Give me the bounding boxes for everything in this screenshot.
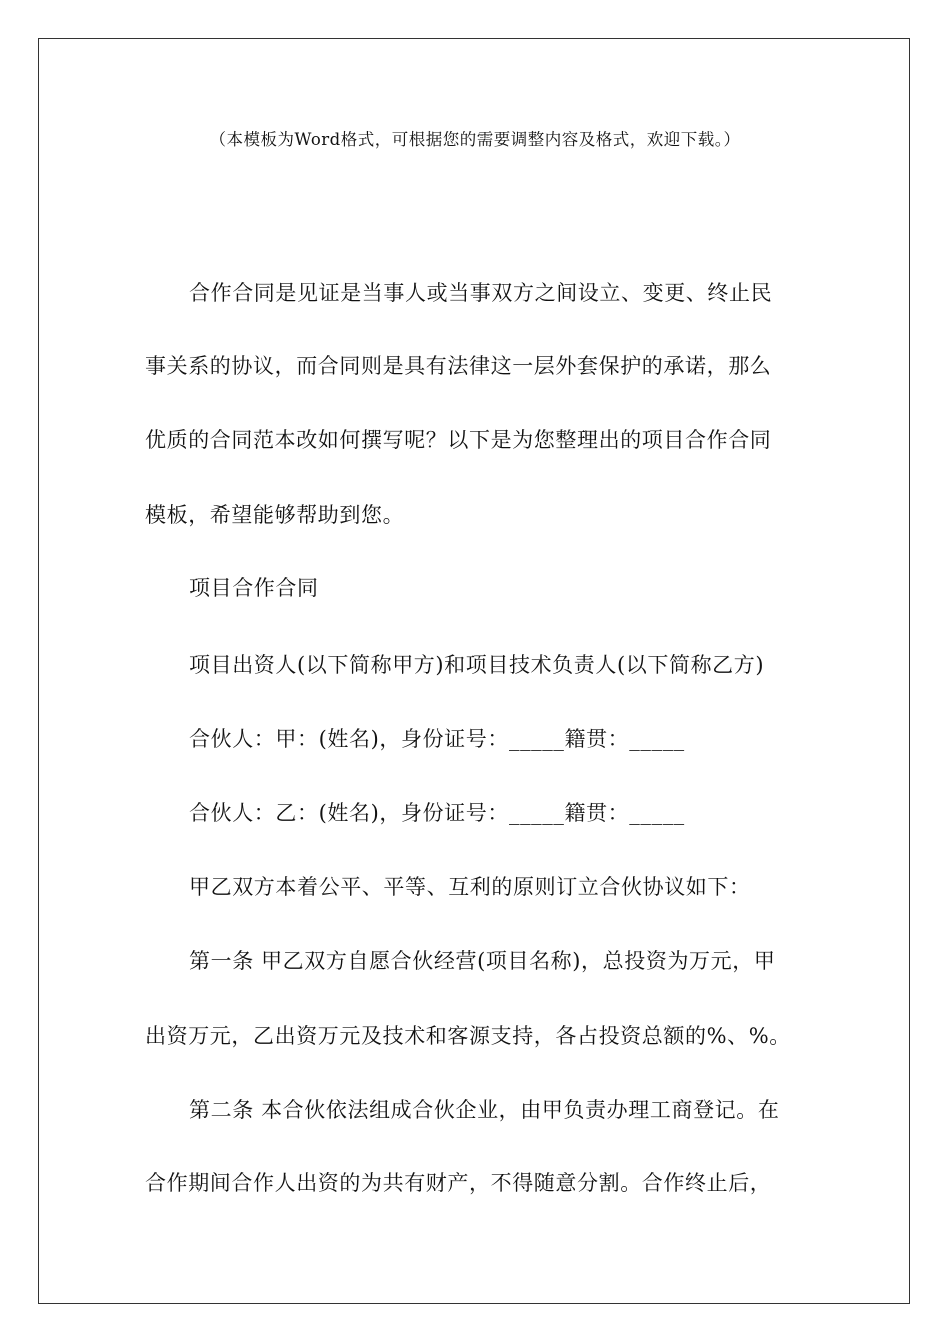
intro-line-4: 模板，希望能够帮助到您。	[145, 503, 405, 527]
article1-line-2: 出资万元，乙出资万元及技术和客源支持，各占投资总额的%、%。	[145, 1024, 791, 1048]
partner-a-line: 合伙人：甲：(姓名)，身份证号：_____籍贯：_____	[189, 727, 685, 751]
contract-title: 项目合作合同	[189, 576, 319, 600]
principle-line: 甲乙双方本着公平、平等、互利的原则订立合伙协议如下：	[189, 875, 751, 899]
article1-line-1: 第一条 甲乙双方自愿合伙经营(项目名称)，总投资为万元，甲	[189, 949, 776, 973]
intro-line-2: 事关系的协议，而合同则是具有法律这一层外套保护的承诺，那么	[145, 354, 772, 378]
parties-intro: 项目出资人(以下简称甲方)和项目技术负责人(以下简称乙方)	[189, 653, 765, 677]
partner-b-line: 合伙人：乙：(姓名)，身份证号：_____籍贯：_____	[189, 801, 685, 825]
intro-line-1: 合作合同是见证是当事人或当事双方之间设立、变更、终止民	[189, 281, 773, 305]
intro-line-3: 优质的合同范本改如何撰写呢？以下是为您整理出的项目合作合同	[145, 428, 772, 452]
article2-line-2: 合作期间合作人出资的为共有财产，不得随意分割。合作终止后，	[145, 1171, 772, 1195]
article2-line-1: 第二条 本合伙依法组成合伙企业，由甲负责办理工商登记。在	[189, 1098, 780, 1122]
template-note: （本模板为Word格式，可根据您的需要调整内容及格式，欢迎下载。）	[209, 130, 741, 149]
